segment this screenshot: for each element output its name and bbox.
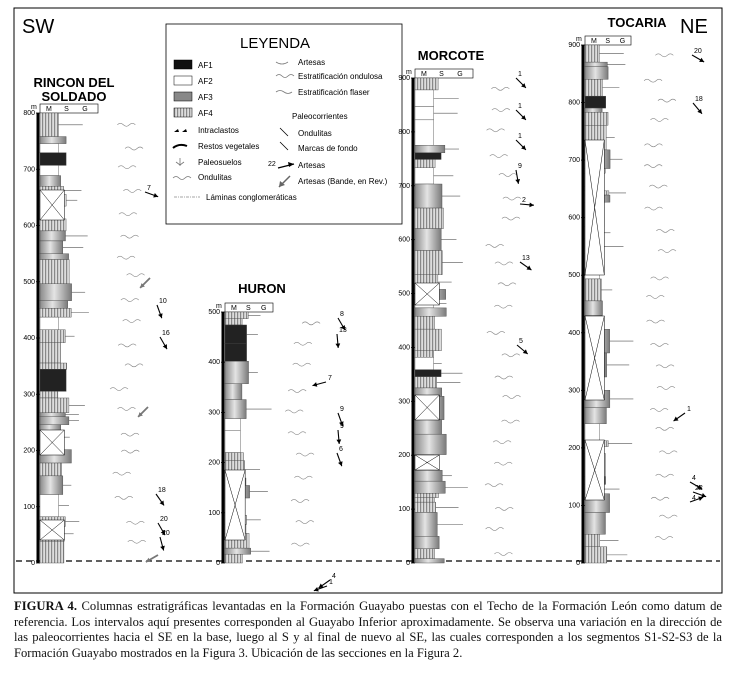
paleocurrent-count: 16: [162, 330, 170, 337]
unit-label: m: [216, 303, 222, 310]
bed: [415, 159, 435, 167]
paleocurrent-count: 1: [329, 579, 333, 586]
depth-tick-label: 800: [568, 99, 580, 107]
depth-tick-label: 500: [23, 278, 35, 286]
bed: [585, 513, 605, 535]
bed: [415, 420, 442, 434]
bed: [40, 417, 69, 425]
bed: [225, 319, 242, 325]
paleocurrent-count: 10: [159, 298, 167, 305]
bed: [225, 384, 242, 400]
bed: [415, 357, 434, 369]
legend-bande: Artesas (Bande, en Rev.): [298, 177, 388, 186]
paleocurrent-count: 7: [328, 375, 332, 382]
bed: [40, 413, 65, 417]
grain-label: M: [421, 71, 427, 78]
legend-artesas: Artesas: [298, 58, 326, 67]
bed: [225, 419, 240, 431]
unit-label: m: [576, 36, 582, 43]
bed: [40, 317, 59, 330]
paleo-example-value: 22: [268, 161, 276, 168]
bed: [415, 351, 434, 358]
depth-tick-label: 0: [216, 560, 220, 567]
depth-tick-label: 200: [208, 459, 220, 467]
depth-tick-label: 300: [398, 398, 410, 406]
depth-tick-label: 700: [568, 157, 580, 165]
depth-tick-label: 300: [23, 391, 35, 399]
paleocurrent-count: 4: [692, 475, 696, 482]
paleocurrent-count: 1: [518, 133, 522, 140]
bed: [415, 184, 442, 208]
legend-laminas: Láminas conglomeráticas: [206, 193, 297, 202]
paleocurrent-count: 18: [695, 96, 703, 103]
bed: [415, 498, 435, 502]
bed: [415, 316, 435, 329]
bed: [225, 554, 242, 563]
bed: [415, 329, 441, 351]
legend-intraclastos: Intraclastos: [198, 126, 239, 135]
depth-tick-label: 500: [398, 290, 410, 298]
bed: [225, 361, 249, 384]
depth-tick-label: 200: [23, 447, 35, 455]
legend-af4: AF4: [198, 109, 213, 118]
depth-tick-label: 900: [568, 42, 580, 49]
bed: [40, 308, 71, 317]
paleocurrent-count: 6: [339, 446, 343, 453]
legend-paleo-ondulitas: Ondulitas: [298, 129, 332, 138]
bed: [225, 344, 247, 361]
bed: [40, 363, 67, 369]
bed: [415, 434, 446, 454]
grain-label: G: [619, 38, 626, 45]
paleocurrent-count: 13: [522, 255, 530, 262]
bed: [415, 493, 438, 497]
caption-text: Columnas estratigráficas levantadas en la Formación Guayabo puestas con el Techo de la Formación León como datum de referencia. Los intervalos aquí presentes corresponden al Guayabo Inferior aproximadamente. Se observa una variación en la dirección de las paleocorrientes hacia el SE en la base, luego al S y al final de nuevo al SE, las cuales corresponden a los segmentos S1-S2-S3 de la Formación Guayabo mostrados en la Figura 3. Ubicación de las secciones en la Figura 2.: [14, 599, 722, 660]
bed: [40, 495, 59, 517]
af1-swatch: [174, 60, 192, 69]
bed: [40, 153, 66, 166]
bed: [40, 137, 66, 144]
depth-tick-label: 400: [568, 329, 580, 337]
depth-tick-label: 100: [398, 506, 410, 514]
grain-size-header: [415, 69, 473, 78]
depth-tick-label: 400: [208, 359, 220, 367]
bed: [40, 241, 63, 254]
legend: [166, 24, 402, 224]
legend-af3: AF3: [198, 93, 213, 102]
depth-tick-label: 300: [208, 409, 220, 417]
depth-tick-label: 700: [398, 182, 410, 190]
bed: [40, 398, 69, 413]
grain-size-header: [40, 104, 98, 113]
bed: [415, 559, 444, 563]
bed: [415, 549, 435, 559]
section-title: HURON: [238, 281, 286, 296]
bed: [585, 547, 607, 563]
bed: [415, 470, 442, 481]
bed: [415, 370, 441, 377]
bed: [415, 208, 443, 229]
legend-af2: AF2: [198, 77, 213, 86]
paleocurrent-count: 18: [158, 487, 166, 494]
depth-tick-label: 400: [398, 344, 410, 352]
legend-paleosuelos: Paleosuelos: [198, 158, 242, 167]
bed: [40, 476, 63, 495]
bed: [415, 153, 441, 160]
paleocurrent-count: 2: [522, 197, 526, 204]
depth-tick-label: 0: [576, 560, 580, 567]
depth-tick-label: 500: [208, 309, 220, 316]
bed: [40, 541, 64, 563]
legend-title: LEYENDA: [240, 35, 311, 52]
depth-tick-label: 800: [23, 110, 35, 117]
bed: [585, 45, 599, 62]
grain-label: S: [246, 305, 251, 312]
bed: [415, 229, 441, 251]
bed: [40, 463, 62, 476]
bed: [415, 145, 445, 153]
bed: [585, 424, 600, 441]
depth-tick-label: 600: [398, 236, 410, 244]
af3-swatch: [174, 92, 192, 101]
paleocurrent-count: 1: [687, 406, 691, 413]
grain-label: G: [261, 305, 267, 312]
depth-tick-label: 0: [406, 560, 410, 567]
bed: [585, 96, 606, 108]
depth-tick-label: 600: [23, 222, 35, 230]
bed: [415, 120, 434, 145]
legend-af1: AF1: [198, 61, 213, 70]
paleocurrent-count: 22: [695, 485, 703, 492]
bed: [40, 301, 68, 309]
depth-tick-label: 900: [398, 75, 410, 82]
grain-label: S: [439, 71, 444, 78]
depth-tick-label: 700: [23, 166, 35, 174]
bed: [415, 377, 437, 388]
bed: [225, 400, 246, 419]
bed: [40, 391, 58, 398]
grain-label: M: [591, 38, 597, 45]
bed: [585, 112, 608, 125]
paleocurrent-count: 9: [340, 423, 344, 430]
legend-paleo-artesas: Artesas: [298, 161, 326, 170]
depth-tick-label: 200: [568, 444, 580, 452]
bed: [40, 219, 66, 231]
bed: [40, 343, 61, 363]
bed: [415, 107, 434, 120]
depth-tick-label: 600: [568, 214, 580, 222]
depth-tick-label: 100: [208, 509, 220, 517]
legend-marcas: Marcas de fondo: [298, 144, 358, 153]
legend-restos: Restos vegetales: [198, 142, 260, 151]
depth-tick-label: 400: [23, 335, 35, 342]
paleocurrent-count: 4: [332, 573, 336, 580]
grain-label: S: [605, 38, 611, 45]
paleocurrent-count: 20: [162, 530, 170, 537]
bed: [40, 254, 69, 260]
bed: [415, 308, 446, 316]
depth-tick-label: 500: [568, 272, 580, 280]
figure-caption: [14, 599, 722, 661]
grain-label: G: [82, 106, 88, 113]
bed: [415, 78, 438, 90]
section-title: RINCON DEL: [33, 75, 115, 90]
bed: [415, 502, 436, 512]
bed: [415, 481, 445, 493]
unit-label: m: [31, 104, 37, 111]
bed: [585, 408, 606, 424]
direction-sw: SW: [22, 16, 55, 38]
af2-swatch: [174, 76, 192, 85]
bed: [585, 108, 602, 112]
depth-tick-label: 0: [31, 560, 35, 567]
depth-tick-label: 300: [568, 387, 580, 395]
bed: [40, 369, 66, 391]
legend-ondulitas: Ondulitas: [198, 173, 232, 182]
bed: [415, 512, 437, 536]
bed: [40, 284, 72, 301]
direction-ne: NE: [680, 16, 708, 38]
grain-size-header: [225, 303, 273, 312]
bed: [40, 260, 69, 284]
bed: [225, 431, 240, 453]
paleocurrent-count: 1: [518, 103, 522, 110]
bed: [585, 534, 600, 547]
legend-ondulosa: Estratificación ondulosa: [298, 72, 383, 81]
paleocurrent-count: 13: [339, 327, 347, 334]
paleocurrent-count: 9: [518, 163, 522, 170]
unit-label: m: [406, 69, 412, 76]
bed: [415, 90, 434, 107]
bed: [415, 536, 439, 548]
bed: [40, 113, 58, 137]
paleocurrent-count: 5: [519, 338, 523, 345]
legend-flaser: Estratificación flaser: [298, 88, 370, 97]
depth-tick-label: 800: [398, 128, 410, 136]
paleocurrent-count: 9: [340, 406, 344, 413]
depth-tick-label: 200: [398, 452, 410, 460]
section-title: MORCOTE: [417, 48, 485, 63]
grain-label: M: [231, 305, 237, 312]
bed: [585, 62, 607, 67]
bed: [40, 330, 65, 343]
paleocurrent-count: 20: [160, 516, 168, 523]
bed: [415, 168, 434, 184]
bed: [415, 251, 442, 275]
bed: [585, 279, 601, 301]
bed: [225, 312, 248, 319]
depth-tick-label: 100: [23, 503, 35, 511]
grain-label: S: [64, 106, 69, 113]
paleocurrent-count: 8: [340, 311, 344, 318]
bed: [225, 325, 247, 344]
depth-tick-label: 100: [568, 502, 580, 510]
bed: [40, 144, 59, 153]
bed: [585, 301, 602, 316]
paleocurrent-count: 7: [147, 185, 151, 192]
caption-label: FIGURA 4.: [14, 599, 77, 613]
grain-label: G: [457, 71, 463, 78]
section-title: SOLDADO: [41, 89, 107, 104]
paleocurrent-count: 1: [518, 71, 522, 78]
af4-swatch: [174, 108, 192, 117]
bed: [40, 165, 59, 175]
bed: [225, 453, 243, 461]
bed: [40, 176, 61, 187]
section-title: TOCARIA: [607, 15, 667, 30]
bed: [585, 79, 602, 96]
paleocurrent-count: 20: [694, 48, 702, 55]
grain-size-header: [585, 36, 631, 45]
bed: [40, 231, 65, 241]
bed: [585, 67, 608, 80]
grain-label: M: [46, 106, 52, 113]
legend-paleo-title: Paleocorrientes: [292, 112, 348, 121]
bed: [225, 548, 251, 554]
paleocurrent-count: 4: [692, 495, 696, 502]
